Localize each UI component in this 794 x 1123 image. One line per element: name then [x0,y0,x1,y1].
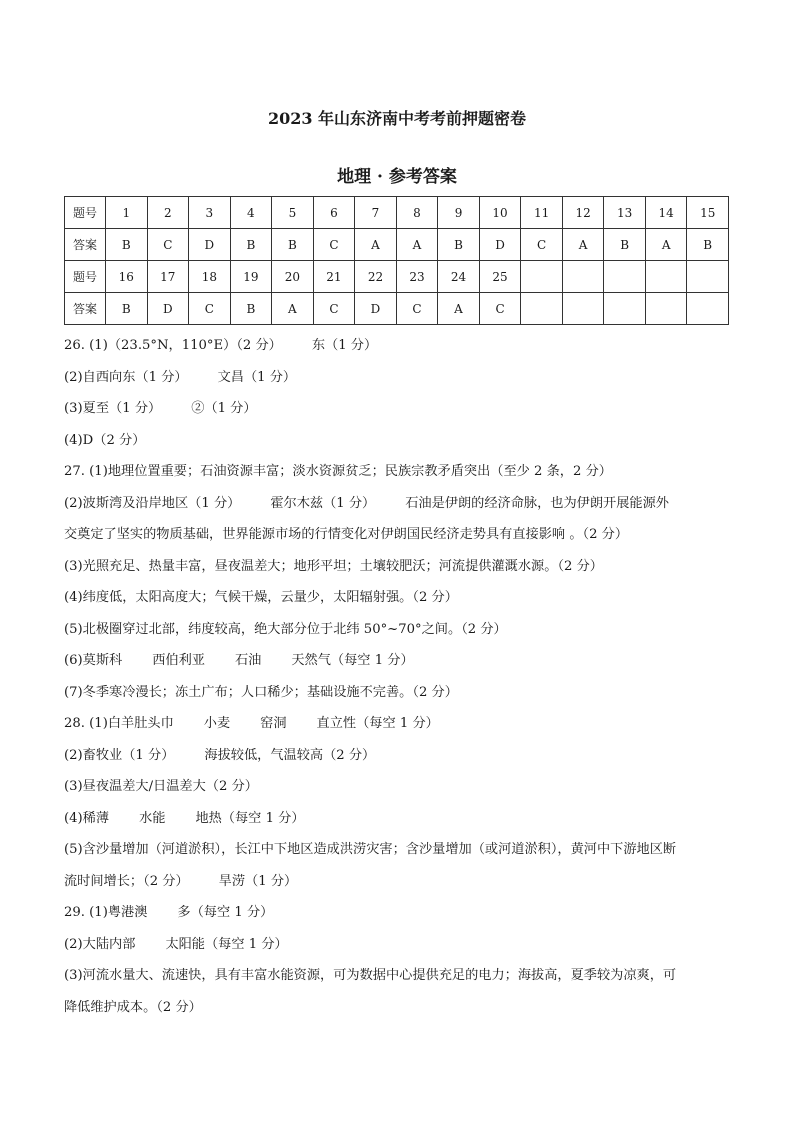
document-title: 2023 年山东济南中考考前押题密卷 [267,109,527,128]
table-cell: 25 [479,261,521,293]
table-cell: C [396,293,438,325]
table-cell: 22 [355,261,397,293]
answer-text: 水能 [139,810,166,826]
answer-text: 小麦 [203,716,231,731]
row-header: 题号 [65,197,106,229]
answer-line [64,362,729,394]
answer-text: 27. (1)地理位置重要；石油资源丰富；淡水资源贫乏；民族宗教矛盾突出（至少 2 条，2 分） [64,464,612,479]
table-cell [687,293,729,325]
answer-line [64,614,729,646]
table-cell: 8 [396,197,438,229]
answer-text: 西伯利亚 [152,653,205,668]
answer-text: 29. (1)粤港澳 [64,905,148,920]
table-cell: A [355,229,397,261]
answer-line [64,519,729,551]
table-cell: C [313,229,355,261]
answer-text: (4)D（2 分） [64,432,146,448]
answer-line [64,960,729,992]
answer-text: (2)畜牧业（1 分） [64,747,175,763]
table-cell: D [355,293,397,325]
answer-text: 窑洞 [260,716,287,731]
table-cell: B [230,293,272,325]
answer-text: (3)昼夜温差大/日温差大（2 分） [64,779,258,794]
answer-text: 旱涝（1 分） [218,873,298,889]
table-cell: 2 [147,197,189,229]
answer-text: 交奠定了坚实的物质基础，世界能源市场的行情变化对伊朗国民经济走势具有直接影响 。（2 分） [64,527,629,542]
table-cell: B [438,229,480,261]
table-cell: 3 [189,197,231,229]
document-subtitle: 地理 · 参考答案 [337,167,457,187]
answer-line [64,834,729,866]
answer-text: (4)稀薄 [64,810,110,826]
table-cell: D [147,293,189,325]
table-cell: 21 [313,261,355,293]
answer-line [64,740,729,772]
table-cell: 13 [604,197,646,229]
table-cell: 24 [438,261,480,293]
table-cell: B [272,229,314,261]
table-cell: 15 [687,197,729,229]
table-cell [604,261,646,293]
table-cell: C [479,293,521,325]
answer-text: 石油 [235,653,262,668]
table-cell: C [313,293,355,325]
answer-text: (2)自西向东（1 分） [64,369,188,385]
table-cell: 14 [645,197,687,229]
table-cell: D [189,229,231,261]
row-header: 答案 [65,229,106,261]
table-cell: B [604,229,646,261]
answer-text: (2)波斯湾及沿岸地区（1 分） [64,495,241,511]
answer-text: 东（1 分） [311,338,378,353]
table-cell: 23 [396,261,438,293]
table-cell: 1 [106,197,148,229]
answer-line [64,551,729,583]
table-cell: 7 [355,197,397,229]
answer-text: ②（1 分） [191,401,257,416]
table-cell [562,293,604,325]
table-cell: 5 [272,197,314,229]
table-cell: 6 [313,197,355,229]
answer-text: (3)夏至（1 分） [64,401,162,416]
answer-text: (5)含沙量增加（河道淤积），长江中下地区造成洪涝灾害；含沙量增加（或河道淤积），黄河中下游地区断 [64,842,677,857]
answer-line [64,708,729,740]
answer-text: 石油是伊朗的经济命脉，也为伊朗开展能源外 [405,495,669,511]
answer-line [64,803,729,835]
table-cell: B [106,229,148,261]
answer-line [64,897,729,929]
table-cell: 16 [106,261,148,293]
answer-text: (7)冬季寒冷漫长；冻土广布；人口稀少；基础设施不完善。（2 分） [64,684,458,700]
answer-text: 霍尔木兹（1 分） [270,495,376,511]
table-cell: 4 [230,197,272,229]
answer-text: 天然气（每空 1 分） [291,653,414,668]
table-cell: A [562,229,604,261]
answer-text: 多（每空 1 分） [177,905,274,920]
table-cell [645,293,687,325]
table-cell: C [521,229,563,261]
row-header: 答案 [65,293,106,325]
row-header: 题号 [65,261,106,293]
table-cell: 12 [562,197,604,229]
answer-text: 海拔较低，气温较高（2 分） [204,747,376,763]
answer-text: (6)莫斯科 [64,653,123,668]
table-cell: 18 [189,261,231,293]
answer-text: (3)河流水量大、流速快，具有丰富水能资源，可为数据中心提供充足的电力；海拔高，夏季较为凉爽，可 [64,968,677,983]
table-cell: C [147,229,189,261]
table-cell: A [645,229,687,261]
table-cell: C [189,293,231,325]
answer-text: 文昌（1 分） [217,369,297,385]
table-cell: 10 [479,197,521,229]
table-row [65,293,729,325]
table-cell: A [272,293,314,325]
table-cell [521,293,563,325]
answer-text: (3)光照充足、热量丰富，昼夜温差大；地形平坦；土壤较肥沃；河流提供灌溉水源。（2 分） [64,558,603,574]
answer-line [64,771,729,803]
answer-text: 地热（每空 1 分） [195,810,305,826]
table-cell: D [479,229,521,261]
table-row [65,197,729,229]
table-cell: 9 [438,197,480,229]
answer-line [64,456,729,488]
answer-line [64,929,729,961]
table-cell: B [687,229,729,261]
table-cell: A [438,293,480,325]
answer-line [64,677,729,709]
answer-line [64,582,729,614]
table-cell: 17 [147,261,189,293]
table-cell [604,293,646,325]
answer-line [64,645,729,677]
answer-text: (5)北极圈穿过北部，纬度较高，绝大部分位于北纬 50°~70°之间。（2 分） [64,621,507,637]
answer-line [64,992,729,1024]
answer-text: 直立性（每空 1 分） [316,716,439,731]
table-cell [521,261,563,293]
table-cell: A [396,229,438,261]
answer-text: 太阳能（每空 1 分） [165,936,288,952]
answer-text: 28. (1)白羊肚头巾 [64,716,174,731]
table-cell: B [230,229,272,261]
answer-text: 26. (1)（23.5°N，110°E）（2 分） [64,338,282,353]
table-row [65,229,729,261]
answer-line [64,425,729,457]
answer-list [64,330,729,1023]
answer-line [64,330,729,362]
table-cell [562,261,604,293]
answer-text: (2)大陆内部 [64,936,136,952]
table-cell: 19 [230,261,272,293]
answer-key-table [64,196,729,325]
answer-text: 降低维护成本。（2 分） [64,999,202,1015]
table-cell [645,261,687,293]
table-row [65,261,729,293]
answer-line [64,488,729,520]
answer-text: (4)纬度低，太阳高度大；气候干燥，云量少，太阳辐射强。（2 分） [64,590,458,605]
table-cell: B [106,293,148,325]
table-cell: 11 [521,197,563,229]
answer-text: 流时间增长；（2 分） [64,873,189,889]
table-cell [687,261,729,293]
table-cell: 20 [272,261,314,293]
answer-line [64,866,729,898]
answer-line [64,393,729,425]
